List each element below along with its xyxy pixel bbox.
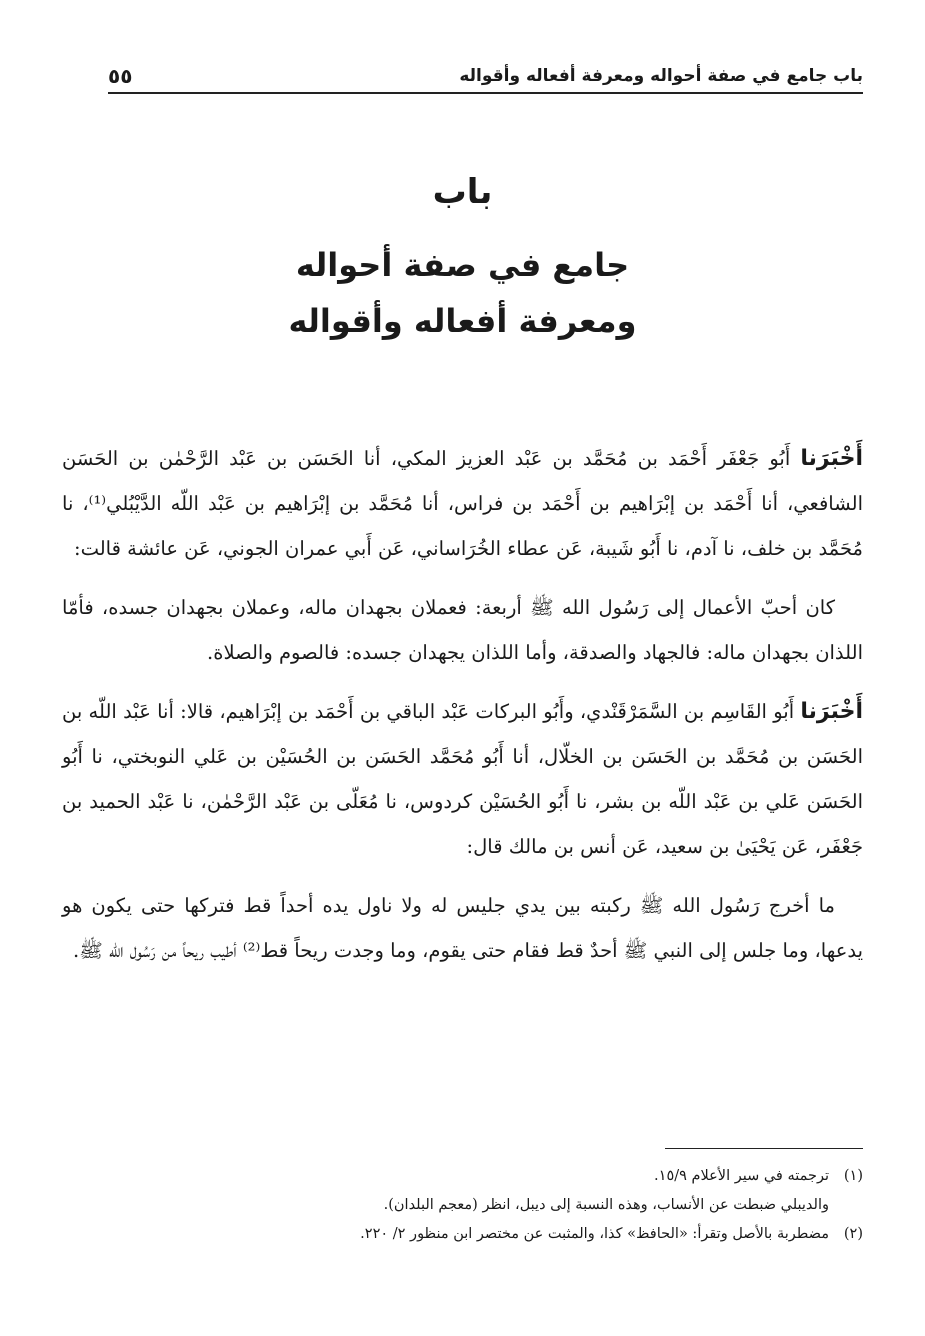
paragraph-text: ما أخرج رَسُول الله ﷺ ركبته بين يدي جليس له ولا ناول يده أحداً قط فتركها حتى يكون هو يدعها، وما جلس إلى النبي ﷺ أحدٌ قط فقام حتى يقوم، وما وجدت ريحاً قط⁽²⁾ أطيب ريحاً من رَسُول الله ﷺ. (62, 894, 863, 962)
hadith-paragraph (62, 883, 863, 973)
akhbarana-lead: أَخْبَرَنا (800, 699, 863, 724)
chapter-label: باب (432, 172, 493, 212)
footnote-text: ترجمته في سير الأعلام ١٥/٩. (654, 1168, 829, 1184)
chapter-title-line2: ومعرفة أفعاله وأقواله (288, 302, 637, 340)
footnote-divider (665, 1148, 863, 1149)
running-title: باب جامع في صفة أحواله ومعرفة أفعاله وأقواله (459, 66, 863, 86)
isnad-paragraph (62, 436, 863, 571)
akhbarana-lead: أَخْبَرَنا (800, 446, 863, 471)
running-header (108, 58, 863, 94)
page-number: ٥٥ (108, 64, 133, 88)
footnote-item (200, 1220, 863, 1249)
footnote-number: (١) (843, 1168, 863, 1184)
paragraph-text: أَبُو جَعْفَر أَحْمَد بن مُحَمَّد بن عَبْد العزيز المكي، أنا الحَسَن بن عَبْد الرَّحْمٰن بن الحَسَن الشافعي، أنا أَحْمَد بن إبْرَاهيم بن أَحْمَد بن فراس، أنا مُحَمَّد بن إبْرَاهيم بن عَبْد اللّه الدَّيْبُلي⁽¹⁾، نا مُحَمَّد بن خلف، نا آدم، نا أَبُو شَيبة، عَن عطاء الخُرَاساني، عَن أَبي عمران الجوني، عَن عائشة قالت: (62, 447, 863, 560)
footnote-text: مضطربة بالأصل وتقرأ: «الحافظ» كذا، والمثبت عن مختصر ابن منظور ٢/ ٢٢٠. (360, 1226, 829, 1242)
footnote-continuation: والديبلي ضبطت عن الأنساب، وهذه النسبة إلى ديبل، انظر (معجم البلدان). (383, 1197, 829, 1213)
paragraph-text: أَبُو القَاسِم بن السَّمَرْقَنْدي، وأَبُو البركات عَبْد الباقي بن أَحْمَد بن إبْرَاهيم، قالا: أنا عَبْد اللّه بن الحَسَن بن مُحَمَّد بن الحَسَن بن الخلّال، أنا أَبُو مُحَمَّد الحَسَن بن الحُسَيْن بن عَلي النوبختي، نا أَبُو الحَسَن عَلي بن عَبْد اللّه بن بشر، نا أَبُو الحُسَيْن كردوس، نا مُعَلّى بن عَبْد الرَّحْمٰن، نا عَبْد الحميد بن جَعْفَر، عَن يَحْيَىٰ بن سعيد، عَن أنس بن مالك قال: (62, 700, 863, 858)
footnote-item (200, 1162, 863, 1191)
main-text (62, 436, 863, 987)
hadith-paragraph (62, 585, 863, 675)
paragraph-text: كان أحبّ الأعمال إلى رَسُول الله ﷺ أربعة: فعملان بجهدان ماله، وعملان بجهدان جسده، فأمّا اللذان بجهدان ماله: فالجهاد والصدقة، وأما اللذان يجهدان جسده: فالصوم والصلاة. (62, 596, 863, 664)
footnote-number: (٢) (843, 1226, 863, 1242)
chapter-title-line1: جامع في صفة أحواله (295, 246, 630, 284)
isnad-paragraph (62, 689, 863, 869)
footnotes (200, 1162, 863, 1249)
